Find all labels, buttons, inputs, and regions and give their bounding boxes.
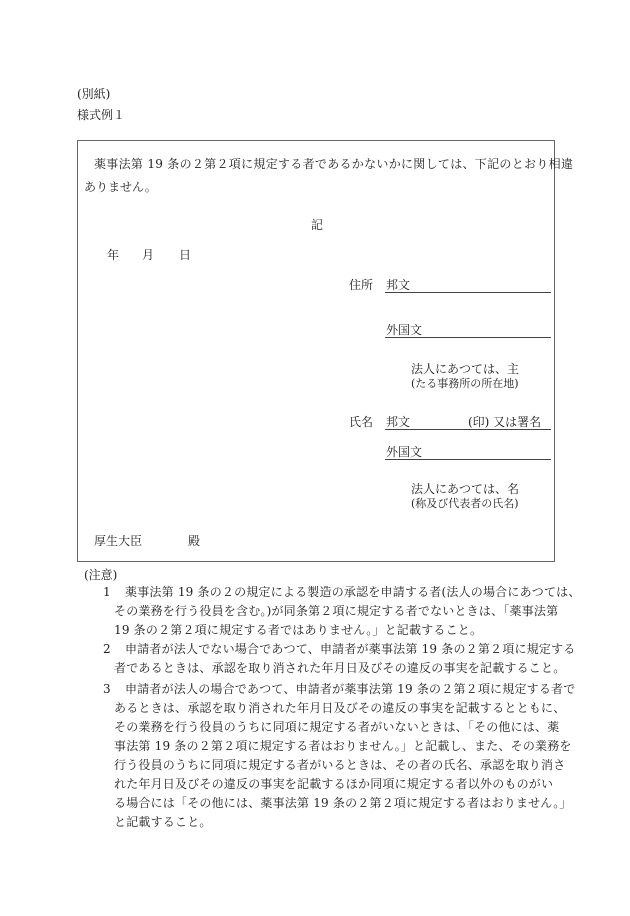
note-3-line-2: あるときは、承認を取り消された年月日及びその違反の事実を記載するとともに、 [114, 701, 566, 715]
name-foreign-label: 外国文 [386, 445, 423, 459]
address-foreign-label: 外国文 [386, 323, 423, 337]
date-month: 月 [142, 248, 155, 262]
form-example-title: 様式例１ [77, 108, 126, 122]
note-3-line-4: 事法第 19 条の２第２項に規定する者はおりません。」と記載し、また、その業務を [114, 739, 572, 753]
note-3-line-8: と記載すること。 [114, 815, 212, 829]
attachment-label: (別紙) [77, 87, 111, 101]
name-foreign-field[interactable] [385, 459, 551, 460]
address-foreign-field[interactable] [385, 337, 551, 338]
declaration-line-2: ありません。 [84, 180, 157, 194]
note-2-line-2: 者であるときは、承認を取り消された年月日及びその違反の事実を記載すること。 [114, 661, 566, 675]
addressee: 厚生大臣 [94, 534, 143, 548]
honorific: 殿 [188, 534, 201, 548]
note-3-number: 3 [103, 682, 111, 696]
notes-title: (注意) [84, 568, 118, 582]
note-1-line-2: その業務を行う役員を含む。)が同条第２項に規定する者でないときは、「薬事法第 [114, 604, 559, 618]
address-japanese-label: 邦文 [386, 278, 411, 292]
address-japanese-field[interactable] [385, 292, 551, 293]
seal-label: (印) 又は署名 [468, 415, 542, 429]
note-1-line-1: 薬事法第 19 条の２の規定による製造の承認を申請する者(法人の場合にあつては、 [125, 585, 581, 599]
name-label: 氏名 [349, 415, 374, 429]
address-corporate-note-1: 法人にあつては、主 [411, 362, 520, 376]
date-year: 年 [107, 248, 120, 262]
note-3-line-1: 申請者が法人の場合であつて、申請者が薬事法第 19 条の２第２項に規定する者で [125, 682, 576, 696]
note-1-number: 1 [103, 585, 111, 599]
note-1-line-3: 19 条の２第２項に規定する者ではありません。」と記載すること。 [114, 623, 483, 637]
declaration-line-1: 薬事法第 19 条の２第２項に規定する者であるかないかに関しては、下記のとおり相違 [94, 157, 574, 171]
ki-label: 記 [311, 218, 324, 232]
note-3-line-5: 行う役員のうちに同項に規定する者がいるときは、その者の氏名、承認を取り消さ [114, 758, 566, 772]
name-japanese-field[interactable] [385, 429, 551, 430]
note-2-line-1: 申請者が法人でない場合であつて、申請者が薬事法第 19 条の２第２項に規定する [125, 642, 576, 656]
date-day: 日 [179, 248, 192, 262]
note-3-line-7: る場合には「その他には、薬事法第 19 条の２第２項に規定する者はおりません。」 [114, 796, 572, 810]
note-3-line-6: れた年月日及びその違反の事実を記載するほか同項に規定する者以外のものがい [114, 777, 554, 791]
name-japanese-label: 邦文 [386, 415, 411, 429]
name-corporate-note-2: (称及び代表者の氏名) [411, 497, 519, 510]
name-corporate-note-1: 法人にあつては、名 [411, 482, 520, 496]
address-label: 住所 [349, 278, 374, 292]
address-corporate-note-2: (たる事務所の所在地) [411, 377, 519, 390]
note-3-line-3: その業務を行う役員のうちに同項に規定する者がいないときは、「その他には、薬 [114, 720, 560, 734]
note-2-number: 2 [103, 642, 111, 656]
